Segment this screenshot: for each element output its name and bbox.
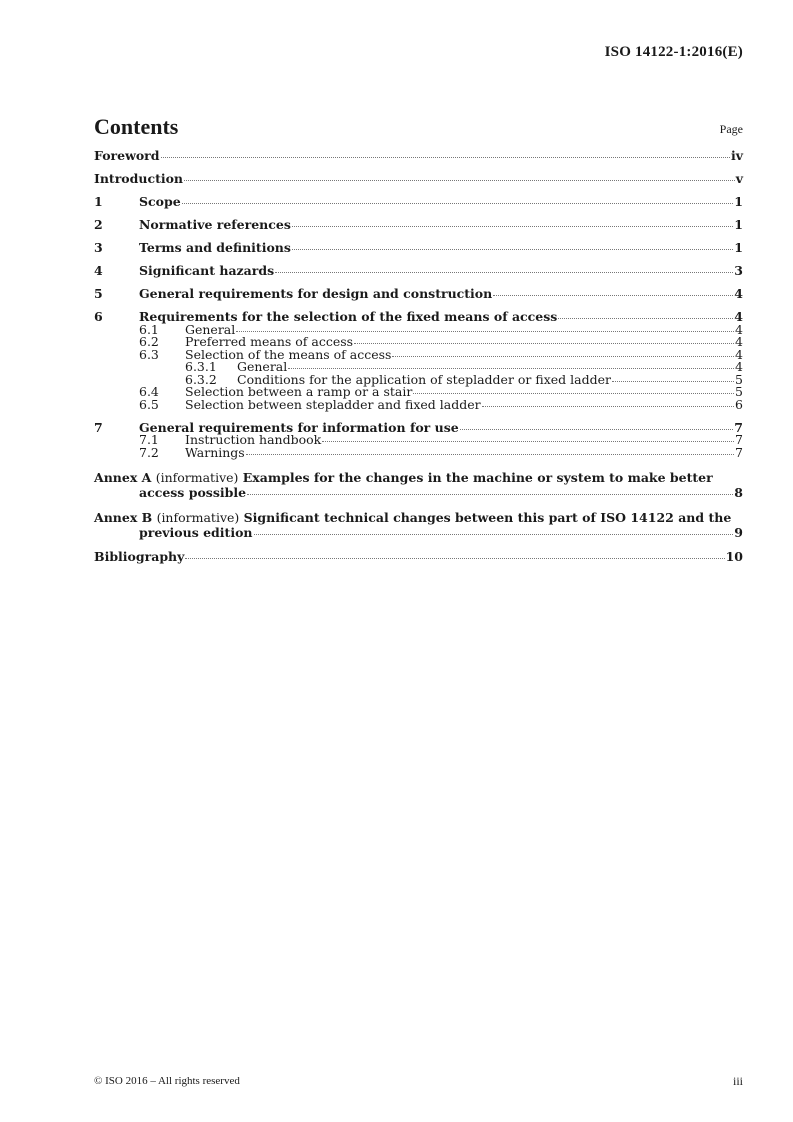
annex-label: Annex B	[94, 510, 153, 525]
toc-entry-introduction[interactable]	[94, 173, 743, 186]
toc-title: General	[185, 321, 236, 337]
toc-page: 4	[734, 286, 743, 301]
dot-leader	[275, 272, 733, 273]
toc-number: 6.3	[139, 346, 159, 362]
dot-leader	[558, 318, 733, 319]
toc-entry-7-2[interactable]	[94, 444, 743, 460]
toc-entry-annex-b[interactable]	[94, 510, 743, 540]
dot-leader	[292, 226, 733, 227]
toc-title: General requirements for design and construction	[139, 286, 493, 301]
annex-title-line1: Examples for the changes in the machine or system to make better	[242, 469, 713, 485]
toc-title: Instruction handbook	[185, 432, 322, 447]
toc-page: 3	[734, 263, 743, 278]
toc-title: Introduction	[94, 171, 184, 186]
toc-page: 4	[735, 346, 743, 362]
dot-leader	[184, 180, 735, 181]
toc-entry-foreword[interactable]	[94, 150, 743, 163]
toc-page: 5	[735, 384, 743, 399]
toc-entry-4[interactable]	[94, 265, 743, 278]
toc-title: Selection between stepladder and fixed ladder	[185, 396, 481, 412]
toc-entry-annex-a[interactable]	[94, 470, 743, 500]
toc-number: 2	[94, 217, 103, 232]
dot-leader	[612, 381, 734, 382]
toc-number: 6.1	[139, 321, 159, 337]
toc-title: General	[237, 359, 288, 374]
dot-leader	[182, 203, 734, 204]
toc-page: 1	[734, 240, 743, 255]
toc-page: 1	[734, 217, 743, 232]
toc-entry-1[interactable]	[94, 196, 743, 209]
dot-leader	[161, 157, 730, 158]
toc-page: 9	[734, 525, 743, 540]
toc-number: 6	[94, 309, 103, 324]
contents-heading	[94, 112, 743, 140]
dot-leader	[185, 558, 724, 559]
dot-leader	[493, 295, 733, 296]
toc-title: Conditions for the application of stepladder or fixed ladder	[237, 371, 611, 387]
toc-title: Bibliography	[94, 548, 185, 564]
toc-number: 3	[94, 240, 103, 255]
dot-leader	[354, 343, 734, 344]
toc-number: 6.5	[139, 396, 159, 412]
toc-page: 4	[734, 309, 743, 324]
toc-number: 5	[94, 286, 103, 301]
toc-title: Preferred means of access	[185, 334, 354, 349]
dot-leader	[460, 429, 734, 430]
dot-leader	[482, 406, 734, 407]
annex-title-line2: previous edition	[139, 525, 253, 540]
toc-number: 6.4	[139, 384, 159, 399]
toc-number: 4	[94, 263, 103, 278]
toc-page: 4	[735, 334, 743, 349]
toc-number: 7.2	[139, 444, 159, 460]
toc-title: Scope	[139, 194, 181, 209]
toc-entry-6-5[interactable]	[94, 396, 743, 412]
annex-title-line2: access possible	[139, 484, 247, 500]
dot-leader	[254, 534, 734, 535]
toc-page: v	[735, 171, 743, 186]
toc-number: 7	[94, 419, 103, 435]
toc-entry-2[interactable]	[94, 219, 743, 232]
toc-title: General requirements for information for use	[139, 419, 459, 435]
toc-page: 4	[735, 359, 743, 374]
toc-page: 5	[735, 371, 743, 387]
toc-title: Selection of the means of access	[185, 346, 392, 362]
toc-title: Selection between a ramp or a stair	[185, 384, 413, 399]
annex-type: (informative)	[156, 510, 240, 525]
toc-page: 7	[735, 432, 743, 447]
dot-leader	[392, 356, 734, 357]
dot-leader	[322, 441, 734, 442]
toc-page: iv	[730, 148, 743, 163]
annex-title-line1: Significant technical changes between this part of ISO 14122 and the	[243, 510, 732, 525]
toc-number: 6.3.2	[185, 371, 217, 387]
dot-leader	[413, 393, 734, 394]
page-number: iii	[732, 1074, 743, 1088]
toc-page: 7	[735, 444, 743, 460]
toc-title: Significant hazards	[139, 263, 275, 278]
dot-leader	[246, 454, 734, 455]
table-of-contents	[94, 150, 743, 563]
toc-entry-3[interactable]	[94, 242, 743, 255]
toc-page: 8	[734, 484, 743, 500]
annex-label: Annex A	[94, 469, 152, 485]
dot-leader	[247, 494, 733, 495]
toc-entry-5[interactable]	[94, 288, 743, 301]
toc-page: 7	[734, 419, 743, 435]
contents-title: Contents	[94, 114, 179, 139]
page-column-label: Page	[719, 122, 743, 136]
toc-title: Normative references	[139, 217, 291, 232]
toc-page: 4	[735, 321, 743, 337]
annex-type: (informative)	[155, 469, 239, 485]
toc-title: Requirements for the selection of the fixed means of access	[139, 309, 558, 324]
toc-title: Warnings	[185, 444, 245, 460]
toc-page: 6	[735, 396, 743, 412]
toc-page: 1	[734, 194, 743, 209]
dot-leader	[288, 368, 734, 369]
toc-number: 1	[94, 194, 103, 209]
dot-leader	[236, 331, 734, 332]
toc-number: 6.2	[139, 334, 159, 349]
toc-title: Foreword	[94, 148, 160, 163]
document-id: ISO 14122-1:2016(E)	[604, 44, 743, 60]
toc-page: 10	[725, 548, 743, 564]
toc-number: 7.1	[139, 432, 159, 447]
toc-entry-bibliography[interactable]	[94, 548, 743, 564]
copyright-notice: © ISO 2016 – All rights reserved	[94, 1075, 240, 1087]
dot-leader	[292, 249, 733, 250]
toc-number: 6.3.1	[185, 359, 217, 374]
toc-title: Terms and definitions	[139, 240, 291, 255]
